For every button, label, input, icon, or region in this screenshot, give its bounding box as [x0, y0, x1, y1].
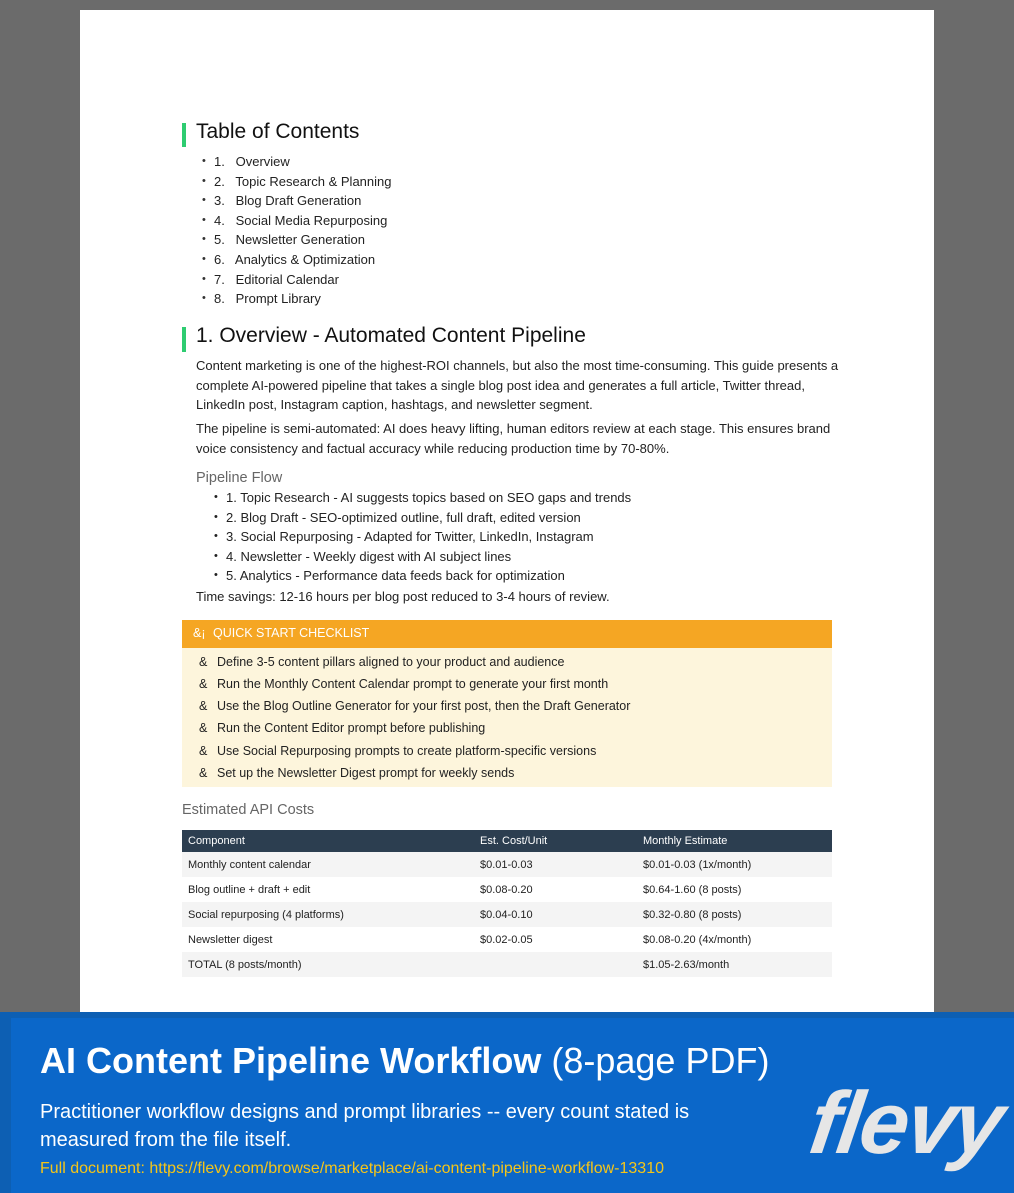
checklist-item [182, 651, 564, 673]
checklist-item [182, 717, 485, 739]
column-header: Monthly Estimate [637, 830, 832, 852]
table-cell: TOTAL (8 posts/month) [182, 952, 474, 977]
table-cell: $1.05-2.63/month [637, 952, 832, 977]
checklist-item [182, 673, 608, 695]
table-cell [474, 952, 637, 977]
toc-item-number: 2. [214, 173, 225, 189]
table-cell: Monthly content calendar [182, 852, 474, 877]
checklist-item [182, 695, 630, 717]
pipeline-flow-item: • 4. Newsletter - Weekly digest with AI subject lines [182, 547, 631, 567]
checklist-title: QUICK START CHECKLIST [213, 626, 370, 640]
table-cell: $0.08-0.20 [480, 883, 533, 896]
table-cell: $0.01-0.03 (1x/month) [637, 852, 832, 877]
table-cell: Newsletter digest [188, 933, 273, 946]
banner-title-bold: AI Content Pipeline Workflow [40, 1040, 542, 1081]
overview-paragraph-1: Content marketing is one of the highest-ROI channels, but also the most time-consuming. This guide presents a complete AI-powered pipeline that takes a single blog post idea and generates a full article, Twitter thread, LinkedIn post, Instagram caption, hashtags, and newsletter segment. [196, 358, 839, 413]
checklist-marker: & [199, 677, 208, 691]
toc-item-label: Prompt Library [235, 291, 321, 307]
table-header-row [182, 830, 832, 852]
pipeline-flow-item: • 1. Topic Research - AI suggests topics based on SEO gaps and trends [182, 488, 631, 508]
document-page [80, 10, 934, 1020]
toc-item[interactable] [182, 172, 391, 192]
column-header: Component [182, 830, 474, 852]
checklist-item-text: Run the Monthly Content Calendar prompt to generate your first month [217, 677, 609, 691]
checklist-box [182, 648, 832, 787]
promo-banner [0, 1012, 1014, 1193]
costs-table-title: Estimated API Costs [182, 802, 315, 818]
table-cell: $0.32-0.80 (8 posts) [637, 902, 832, 927]
costs-table [182, 830, 832, 977]
toc-item[interactable] [182, 191, 391, 211]
table-row [182, 877, 832, 902]
toc-item-number: 3. [214, 193, 225, 209]
toc-item-label: Analytics & Optimization [234, 251, 376, 267]
table-cell: $0.01-0.03 [474, 852, 637, 877]
checklist-item-text: Use Social Repurposing prompts to create platform-specific versions [217, 744, 597, 758]
toc-item[interactable] [182, 211, 391, 231]
checklist-item-text: Define 3-5 content pillars aligned to your product and audience [217, 655, 565, 669]
toc-item[interactable] [182, 270, 391, 290]
table-cell: Social repurposing (4 platforms) [182, 902, 474, 927]
checklist-item-text: Run the Content Editor prompt before publishing [217, 721, 486, 735]
overview-paragraph-2: The pipeline is semi-automated: AI does heavy lifting, human editors review at each stage. This ensures brand voice consistency and factual accuracy while reducing production time by 70-80%. [196, 421, 831, 456]
checklist-item [182, 740, 596, 762]
time-savings-note: Time savings: 12-16 hours per blog post reduced to 3-4 hours of review. [196, 589, 610, 604]
promo-banner-panel [11, 1018, 1014, 1193]
toc-item-number: 7. [214, 271, 225, 287]
checklist-item [182, 762, 514, 784]
toc-item[interactable] [182, 152, 391, 172]
checklist-header [182, 620, 832, 648]
table-row [182, 927, 832, 952]
table-cell: Blog outline + draft + edit [188, 883, 311, 896]
pipeline-flow-item: • 3. Social Repurposing - Adapted for Twitter, LinkedIn, Instagram [182, 527, 631, 547]
table-row [182, 902, 832, 927]
flevy-logo[interactable]: flevy [804, 1073, 1009, 1172]
checklist-icon: &¡ [193, 626, 206, 640]
table-row [182, 852, 832, 877]
pipeline-flow-list [182, 488, 631, 586]
pipeline-flow-title: Pipeline Flow [196, 470, 283, 486]
table-cell: $0.64-1.60 (8 posts) [643, 883, 742, 896]
toc-item-label: Newsletter Generation [235, 232, 365, 248]
toc-item-label: Social Media Repurposing [235, 212, 388, 228]
table-cell: $0.08-0.20 (4x/month) [643, 933, 752, 946]
checklist-marker: & [199, 744, 208, 758]
toc-item-number: 6. [214, 251, 225, 267]
checklist-marker: & [199, 766, 208, 780]
checklist-marker: & [199, 699, 208, 713]
document-link[interactable]: Full document: https://flevy.com/browse/marketplace/ai-content-pipeline-workflow-13310 [40, 1160, 664, 1177]
toc-item[interactable] [182, 250, 391, 270]
column-header: Est. Cost/Unit [474, 830, 637, 852]
banner-subtitle: Practitioner workflow designs and prompt libraries -- every count stated is measured from the file itself. [40, 1101, 690, 1151]
toc-list [182, 152, 391, 309]
toc-title: Table of Contents [196, 120, 360, 143]
table-cell: $0.02-0.05 [480, 933, 533, 946]
banner-title-suffix: (8-page PDF) [541, 1040, 770, 1081]
toc-item-label: Blog Draft Generation [235, 193, 362, 209]
toc-item-label: Topic Research & Planning [235, 173, 392, 189]
checklist-marker: & [199, 655, 208, 669]
toc-item[interactable] [182, 230, 391, 250]
checklist-item-text: Set up the Newsletter Digest prompt for weekly sends [217, 766, 515, 780]
toc-item-number: 5. [214, 232, 225, 248]
toc-item-number: 1. [214, 154, 225, 169]
banner-title [40, 1040, 769, 1082]
pipeline-flow-item: • 2. Blog Draft - SEO-optimized outline, full draft, edited version [182, 508, 631, 528]
overview-title: 1. Overview - Automated Content Pipeline [196, 324, 586, 347]
table-cell: $0.04-0.10 [474, 902, 637, 927]
checklist-marker: & [199, 721, 208, 735]
toc-item-number: 4. [214, 212, 225, 228]
checklist-item-text: Use the Blog Outline Generator for your first post, then the Draft Generator [217, 699, 631, 713]
toc-item-number: 8. [214, 291, 225, 307]
table-row-total [182, 952, 832, 977]
heading-accent-bar [182, 123, 186, 147]
heading-accent-bar [182, 327, 186, 352]
toc-item-label: Overview [235, 154, 290, 169]
toc-item-label: Editorial Calendar [235, 271, 339, 287]
toc-item[interactable] [182, 289, 391, 309]
pipeline-flow-item: • 5. Analytics - Performance data feeds back for optimization [182, 566, 631, 586]
